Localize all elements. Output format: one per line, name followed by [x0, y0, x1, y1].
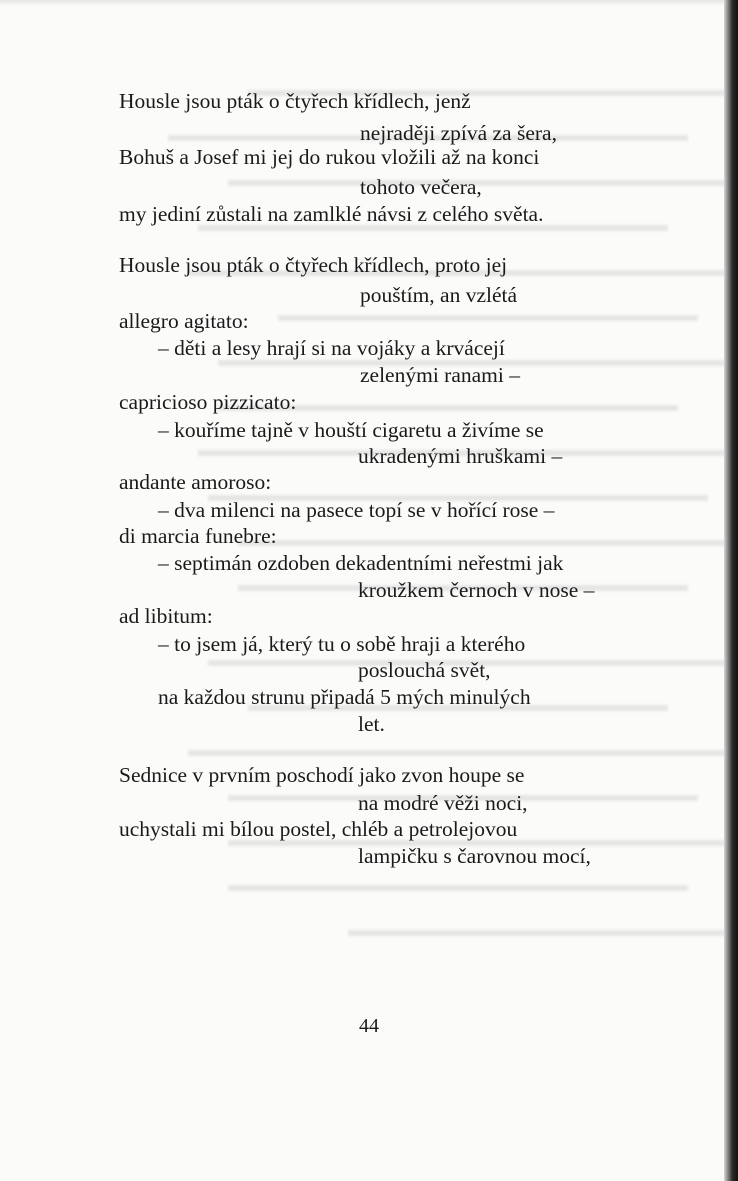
poem-line: lampičku s čarovnou mocí, [358, 844, 591, 868]
poem-line: – septimán ozdoben dekadentními neřestmi jak [158, 551, 564, 575]
poem-line: – to jsem já, který tu o sobě hraji a kterého [158, 632, 526, 656]
poem-line: allegro agitato: [119, 309, 249, 333]
poem-line: na každou strunu připadá 5 mých minulých [158, 685, 531, 709]
poem-line: Bohuš a Josef mi jej do rukou vložili až na konci [119, 145, 540, 169]
poem-line: na modré věži noci, [358, 791, 528, 815]
poem-line: poslouchá svět, [358, 658, 491, 682]
poem-line: – dva milenci na pasece topí se v hořící rose – [158, 498, 555, 522]
poem-line: Sednice v prvním poschodí jako zvon houpe se [119, 763, 525, 787]
poem-line: ukradenými hruškami – [358, 444, 563, 468]
poem-line: – kouříme tajně v houští cigaretu a živíme se [158, 418, 544, 442]
poem-line: zelenými ranami – [360, 363, 520, 387]
poem-line: pouštím, an vzlétá [360, 283, 518, 307]
poem-line: let. [358, 712, 385, 736]
poem-line: tohoto večera, [360, 175, 482, 199]
poem-line: kroužkem černoch v nose – [358, 578, 595, 602]
poem-line: ad libitum: [119, 604, 213, 628]
poem-line: my jediní zůstali na zamlklé návsi z celého světa. [119, 202, 544, 226]
page-right-edge-shadow [724, 0, 738, 1181]
poem-line: di marcia funebre: [119, 524, 277, 548]
poem-line: uchystali mi bílou postel, chléb a petrolejovou [119, 817, 518, 841]
poem-line: nejraději zpívá za šera, [360, 121, 557, 145]
poem-line: capricioso pizzicato: [119, 390, 297, 414]
poem-line: Housle jsou pták o čtyřech křídlech, jenž [119, 89, 471, 113]
poem-line: Housle jsou pták o čtyřech křídlech, proto jej [119, 253, 508, 277]
page-number: 44 [359, 1015, 379, 1037]
poem-line: andante amoroso: [119, 470, 272, 494]
poem-line: – děti a lesy hrají si na vojáky a krvácejí [158, 336, 505, 360]
